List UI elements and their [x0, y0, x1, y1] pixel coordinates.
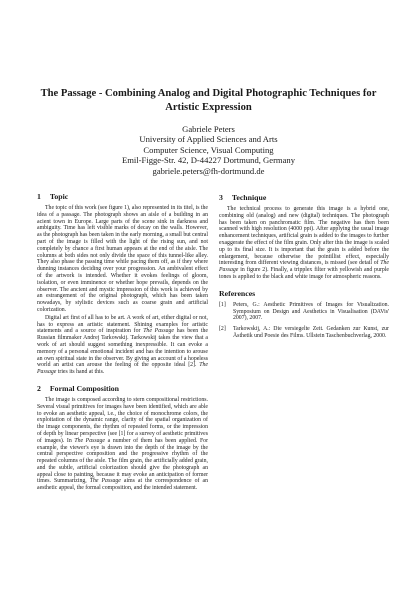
- text-run: a number of them has been applied. For example, the viewer's eye is drawn into the depth of the image by the central perspective composition and the progressive rhythm of the repeated columns of the aisle. The film grain, the artificially added grain, and the subtle, artificial colorization should give the photograph an appeal close to painting, because it may evoke an anticipation of former times. Summarizing,: [37, 437, 209, 485]
- formal-paragraph-1: [37, 397, 208, 492]
- section-number: 1: [37, 192, 41, 201]
- title-line-2: Artistic Expression: [165, 102, 252, 113]
- reference-text: Peters, G.: Aesthetic Primitives of Images for Visualization. Symposium on Design and Aesthetics in Visualisation (DAVis' 2007), 2007.: [233, 301, 389, 322]
- affiliation-2: Computer Science, Visual Computing: [143, 144, 274, 155]
- text-run: has been the Russian filmmaker Andrej Tarkowskij. Tarkowskij takes the view that a work of art should suggest something inexpressible. It can evoke a memory of a personal emotional incident and has the intention to arouse an own spiritual state in the observer. By giving an account of a hopeless world an artist can arouse the feeling of the opposite ideal [2].: [37, 328, 208, 369]
- topic-paragraph-2: [37, 315, 208, 376]
- italic-title: The Passage: [74, 437, 106, 444]
- author-block: [20, 124, 397, 176]
- reference-label: [1]: [219, 301, 226, 308]
- topic-paragraph-1: The topic of this work (see figure 1), also represented in its titel, is the idea of a passage. The photograph shows an aisle of a building in an acient town in Europe. Large parts of the scene sink in darkness and ambiguity. Time has left visible marks of decay on the walls. However, as the photograph has been taken in the early morning, a small but central part of the image is filled with the light of the rising sun, and not completely by chance a first human appears at the end of the aisle. The columns at both sides not only divide the space of this tunnel-like alley. They also phase the passing time while pacing them off, as if they where dunning instances deciding over your progression. An ambivalent effect of the artwork is intended. Whether it evokes feelings of gloom, isolation, or even imminence or whether hope prevails, depends on the observer. The ancient and mystic impression of this work is achieved by an estrangement of the original photograph, which has been taken nowadays, by stylistic devices such as coarse grain and artificial colorization.: [37, 205, 208, 313]
- section-topic-heading: [37, 192, 208, 202]
- text-run: Digital art first of all has to be art. A work of art, either digital or not, has to express an artistic statement. Shining examples for artistic statements and a source of inspiration for: [37, 314, 208, 335]
- italic-title: The Passage: [219, 260, 389, 274]
- author-address: Emil-Figge-Str. 42, D-44227 Dortmund, Germany: [121, 155, 296, 166]
- reference-item: [219, 302, 389, 322]
- section-title: Topic: [49, 192, 69, 201]
- italic-title: The Passage: [37, 362, 208, 376]
- text-run: The image is composed according to stern compositional restrictions. Several visual primitives for images have been identified, which are able to evoke an aesthetic appeal, i.e., the choice of monochrome colors, the exploitation of the dynamic range, clarity of the spatial organization of the image components, the rhythm of repeated forms, or the impression of depth by linear perspective (see [1] for a survey of aesthetic primitives of images). In: [37, 396, 208, 444]
- reference-text: Tarkowskij, A.: Die versiegelte Zeit. Gedanken zur Kunst, zur Ästhetik und Poesie des Films. Ullstein Taschenbuchverlag, 2000.: [233, 326, 389, 339]
- text-run: aims at the correspondence of an aesthetic appeal, the formal composition, and the intended statement.: [37, 478, 208, 492]
- reference-item: [219, 326, 389, 340]
- affiliation-1: University of Applied Sciences and Arts: [139, 134, 278, 145]
- section-technique-heading: [219, 193, 389, 203]
- italic-title: The Passage: [143, 328, 174, 335]
- section-number: 2: [37, 383, 41, 393]
- title-line-1: The Passage - Combining Analog and Digital Photographic Techniques for: [40, 88, 377, 99]
- section-title: Technique: [231, 193, 267, 202]
- section-formal-heading: [37, 384, 208, 394]
- section-title: Formal Composition: [49, 383, 119, 393]
- right-column: [219, 192, 389, 344]
- technique-paragraph-1: [219, 206, 389, 281]
- text-run: The technical process to generate this image is a hybrid one, combining old (analog) and new (digital) techniques. The photograph has been taken on panchromatic film. The negative has then been scanned with high resolution (4000 ppi). After applying the usual image enhancement techniques, artificial grain is added to the images to further exaggerate the effect of the film grain. Only after this the image is scaled up to its final size. It is important that the grain is added before the enlargement, because otherwise the pointillist effect, especially interesting from different viewing distances, is missed (see detail of: [219, 206, 389, 267]
- italic-title: The Passage: [89, 478, 121, 485]
- reference-label: [2]: [219, 326, 226, 333]
- paper-title: [20, 87, 397, 115]
- text-run: in figure 2). Finally, a tripplex filter with yellowish and purple tones is applied to the black and white image for atmospheric reasons.: [219, 267, 389, 280]
- text-run: tries its hand at this.: [56, 369, 105, 376]
- author-email: gabriele.peters@fh-dortmund.de: [152, 165, 265, 176]
- references-heading: References: [219, 288, 256, 298]
- left-column: [37, 192, 208, 492]
- author-name: Gabriele Peters: [182, 124, 235, 134]
- section-number: 3: [219, 193, 223, 202]
